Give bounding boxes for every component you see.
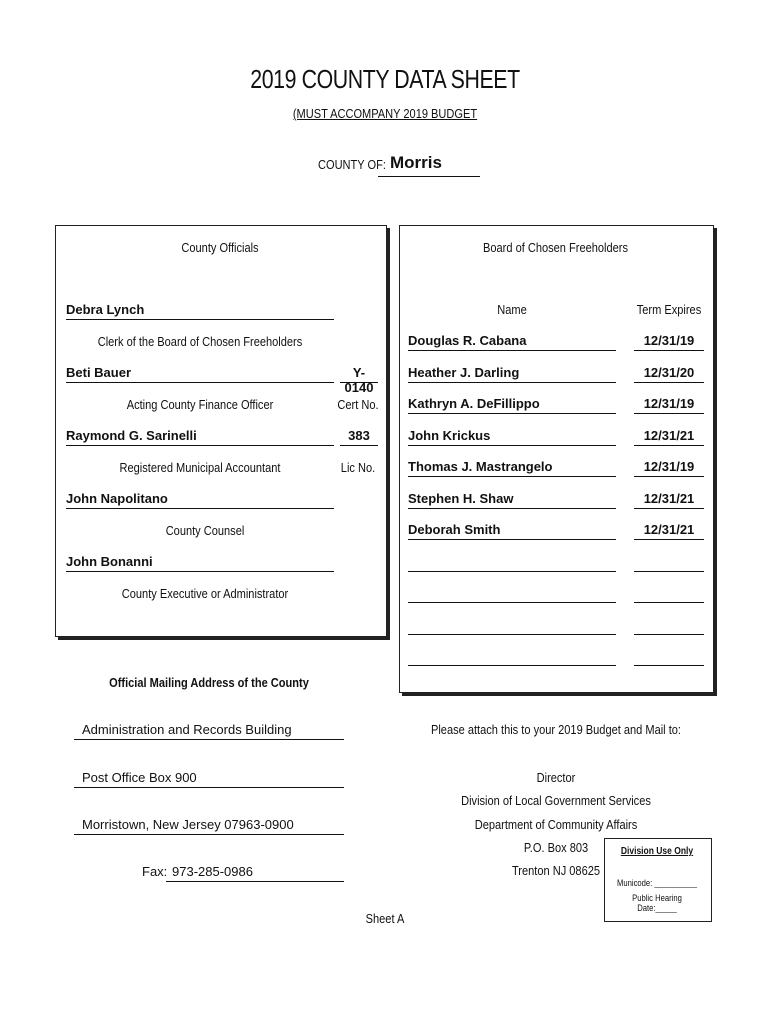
executive-role: County Executive or Administrator — [121, 586, 289, 601]
freeholder-term[interactable]: 12/31/19 — [634, 396, 704, 414]
freeholder-name[interactable]: John Krickus — [408, 428, 616, 446]
division-use-title: Division Use Only — [620, 846, 694, 857]
freeholder-term[interactable]: 12/31/21 — [634, 491, 704, 509]
municode-field[interactable]: Municode: __________ — [617, 878, 697, 888]
freeholder-name[interactable] — [408, 648, 616, 666]
freeholder-term[interactable] — [634, 648, 704, 666]
send-line-5: Trenton NJ 08625 — [511, 863, 601, 878]
mailing-header: Official Mailing Address of the County — [109, 675, 309, 690]
page-title: 2019 COUNTY DATA SHEET — [250, 64, 520, 94]
freeholder-term[interactable]: 12/31/19 — [634, 333, 704, 351]
cfo-role: Acting County Finance Officer — [126, 397, 274, 412]
freeholder-term[interactable] — [634, 585, 704, 603]
freeholder-term[interactable]: 12/31/19 — [634, 459, 704, 477]
freeholders-term-col: Term Expires — [636, 302, 702, 317]
freeholder-name[interactable]: Deborah Smith — [408, 522, 616, 540]
rma-role: Registered Municipal Accountant — [119, 460, 281, 475]
rma-name[interactable]: Raymond G. Sarinelli — [66, 428, 334, 446]
freeholder-name[interactable] — [408, 585, 616, 603]
freeholder-term[interactable]: 12/31/21 — [634, 522, 704, 540]
mailing-line-1[interactable]: Administration and Records Building — [74, 722, 344, 740]
lic-no-label: Lic No. — [340, 460, 376, 475]
clerk-name[interactable]: Debra Lynch — [66, 302, 334, 320]
counsel-role: County Counsel — [165, 523, 245, 538]
county-value[interactable]: Morris — [378, 153, 480, 177]
send-instruction: Please attach this to your 2019 Budget and Mail to: — [430, 722, 682, 737]
cfo-name[interactable]: Beti Bauer — [66, 365, 334, 383]
rma-lic-value[interactable]: 383 — [340, 428, 378, 446]
freeholder-term[interactable] — [634, 617, 704, 635]
county-officials-header: County Officials — [181, 240, 259, 255]
freeholders-header: Board of Chosen Freeholders — [483, 240, 628, 255]
cert-no-label: Cert No. — [337, 397, 379, 412]
freeholder-name[interactable] — [408, 617, 616, 635]
freeholders-name-col: Name — [497, 302, 527, 317]
mailing-line-3[interactable]: Morristown, New Jersey 07963-0900 — [74, 817, 344, 835]
freeholder-name[interactable]: Kathryn A. DeFillippo — [408, 396, 616, 414]
counsel-name[interactable]: John Napolitano — [66, 491, 334, 509]
county-label: COUNTY OF: — [318, 157, 386, 172]
freeholder-term[interactable]: 12/31/20 — [634, 365, 704, 383]
send-line-3: Department of Community Affairs — [474, 817, 638, 832]
clerk-role: Clerk of the Board of Chosen Freeholders — [97, 334, 303, 349]
executive-name[interactable]: John Bonanni — [66, 554, 334, 572]
freeholder-name[interactable]: Stephen H. Shaw — [408, 491, 616, 509]
freeholder-name[interactable]: Douglas R. Cabana — [408, 333, 616, 351]
freeholder-name[interactable]: Thomas J. Mastrangelo — [408, 459, 616, 477]
freeholder-term[interactable] — [634, 554, 704, 572]
freeholder-term[interactable]: 12/31/21 — [634, 428, 704, 446]
sheet-label: Sheet A — [365, 911, 405, 926]
freeholder-name[interactable] — [408, 554, 616, 572]
fax-value[interactable]: 973-285-0986 — [166, 864, 344, 882]
freeholder-name[interactable]: Heather J. Darling — [408, 365, 616, 383]
hearing-date-field[interactable]: Public Hearing Date:_____ — [632, 893, 682, 913]
send-line-2: Division of Local Government Services — [461, 793, 651, 808]
mailing-line-2[interactable]: Post Office Box 900 — [74, 770, 344, 788]
page-subtitle: (MUST ACCOMPANY 2019 BUDGET — [292, 106, 478, 121]
send-line-4: P.O. Box 803 — [523, 840, 589, 855]
fax-label: Fax: — [142, 864, 168, 879]
cfo-cert-value[interactable]: Y-0140 — [340, 365, 378, 383]
send-line-1: Director — [536, 770, 576, 785]
